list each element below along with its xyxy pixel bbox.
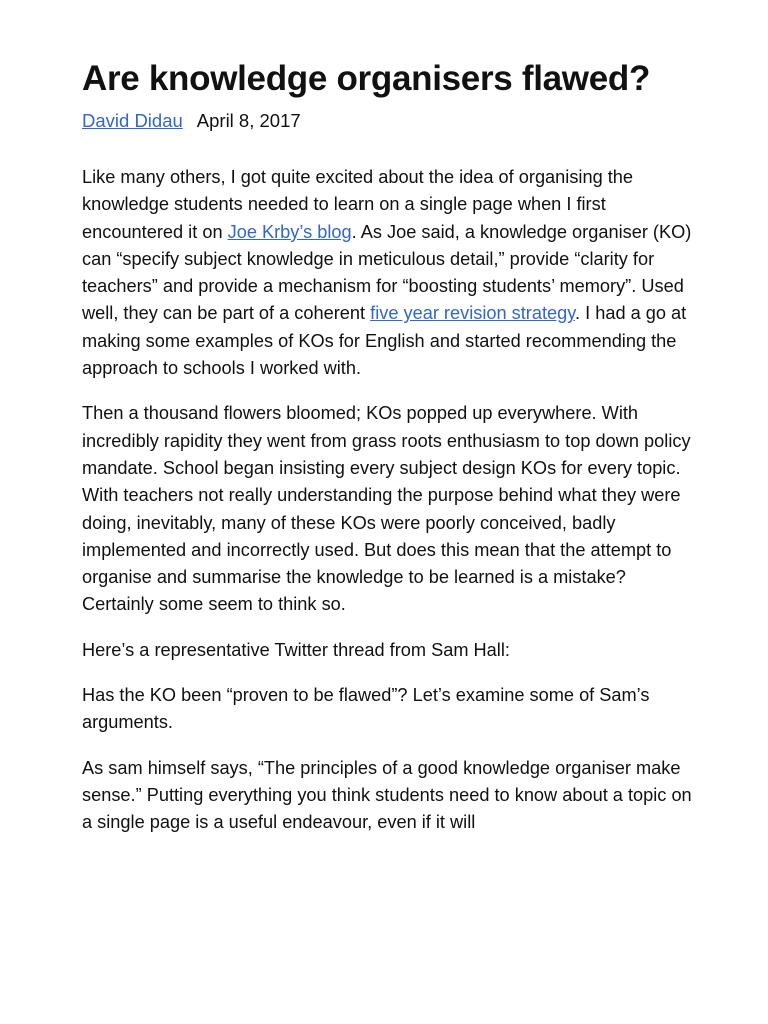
author-link[interactable]: David Didau [82,110,183,131]
paragraph-1 [82,164,692,382]
article-title: Are knowledge organisers flawed? [82,59,651,98]
article-meta [82,108,692,134]
publish-date: April 8, 2017 [196,110,301,131]
paragraph-1-text-b: . As Joe said, a knowledge organiser (KO) can “specify subject knowledge in meticulous detail,” provide “clarity for teachers” and provide a mechanism for “boosting students’ memory”. Used well, they can be part of a coherent [82,221,692,324]
paragraph-1-text-c: . I had a go at making some examples of KOs for English and started recommending the approach to schools I worked with. [82,303,687,379]
joe-kirby-blog-link[interactable]: Joe Krby’s blog [227,221,352,242]
paragraph-3: Here’s a representative Twitter thread from Sam Hall: [82,639,510,660]
paragraph-5: As sam himself says, “The principles of a good knowledge organiser make sense.” Putting everything you think students need to know about a topic on a single page is a useful endeavour, even if it will [82,757,692,833]
article [82,0,692,837]
paragraph-1-text-a: Like many others, I got quite excited about the idea of organising the knowledge students needed to learn on a single page when I first encountered it on [82,167,634,242]
paragraph-4: Has the KO been “proven to be flawed”? Let’s examine some of Sam’s arguments. [82,685,650,733]
paragraph-2: Then a thousand flowers bloomed; KOs popped up everywhere. With incredibly rapidity they went from grass roots enthusiasm to top down policy mandate. School began insisting every subject design KOs for every topic. With teachers not really understanding the purpose behind what they were doing, inevitably, many of these KOs were poorly conceived, badly implemented and incorrectly used. But does this mean that the attempt to organise and summarise the knowledge to be learned is a mistake? Certainly some seem to think so. [82,403,691,615]
revision-strategy-link[interactable]: five year revision strategy [370,303,575,324]
